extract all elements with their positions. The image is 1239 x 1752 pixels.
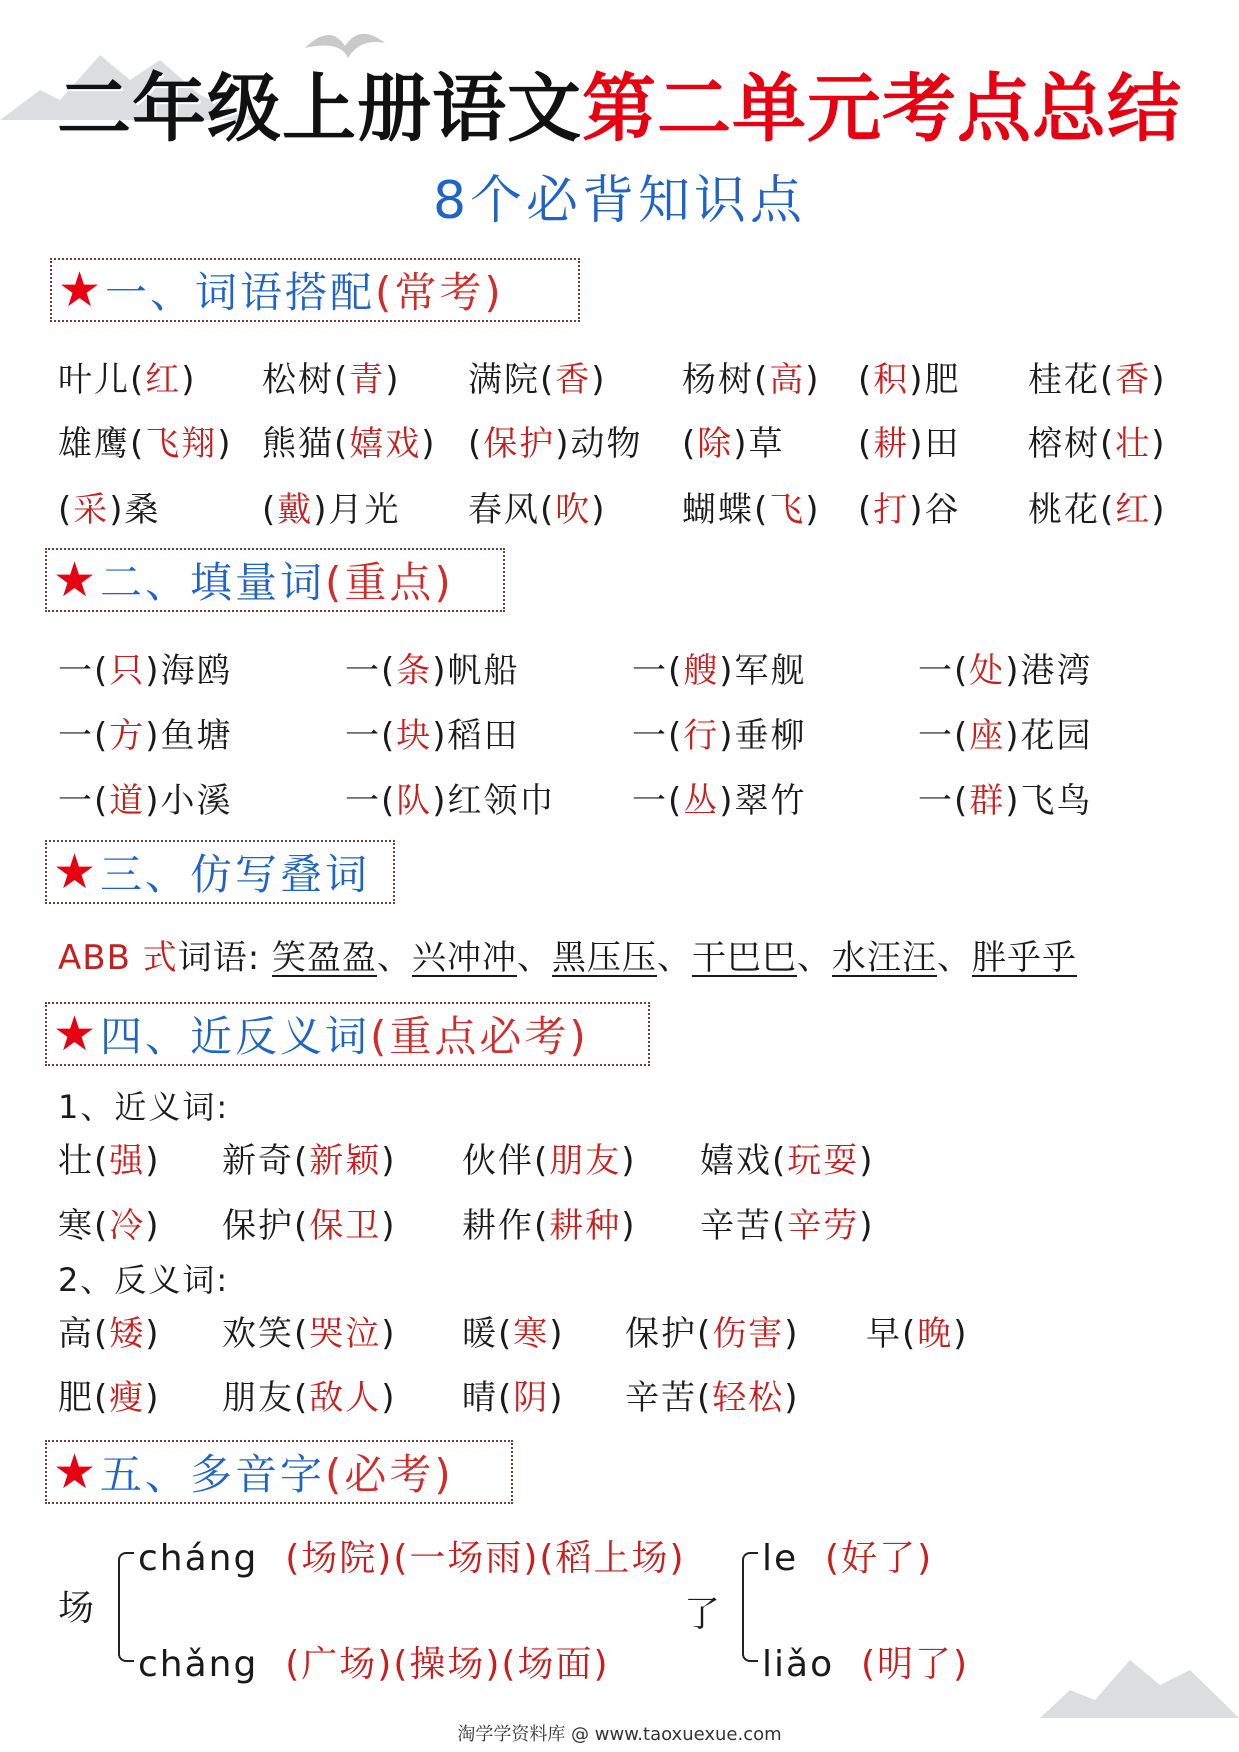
collocation-item bbox=[262, 416, 437, 465]
separator: 、 bbox=[517, 938, 552, 978]
answer-text: 飞 bbox=[769, 490, 806, 530]
collocation-item bbox=[1028, 482, 1167, 531]
bracket bbox=[118, 1552, 134, 1662]
prompt-text: ) bbox=[621, 1206, 637, 1246]
prompt-text: ( bbox=[58, 490, 74, 530]
synonym-item bbox=[222, 1198, 397, 1247]
star-icon: ★ bbox=[53, 1006, 97, 1062]
prompt-text: 新奇( bbox=[222, 1141, 310, 1181]
prompt-text: )帆船 bbox=[432, 651, 520, 691]
star-icon: ★ bbox=[53, 552, 97, 608]
answer-text: 红 bbox=[145, 360, 182, 400]
collocation-item bbox=[468, 352, 607, 401]
abb-label-suffix: 词语: bbox=[177, 938, 261, 978]
prompt-text: 一( bbox=[918, 651, 970, 691]
ink-mountain-decoration-right bbox=[1040, 1640, 1239, 1720]
collocation-item bbox=[858, 482, 961, 531]
prompt-text: 桂花( bbox=[1028, 360, 1116, 400]
answer-text: 新颖 bbox=[309, 1141, 382, 1181]
prompt-text: ( bbox=[858, 424, 874, 464]
prompt-text: )小溪 bbox=[145, 781, 233, 821]
prompt-text: ( bbox=[682, 424, 698, 464]
polyphone-reading bbox=[762, 1530, 933, 1581]
section-label: 二、填量词 bbox=[100, 558, 326, 607]
star-icon: ★ bbox=[53, 844, 97, 900]
prompt-text: 叶儿( bbox=[58, 360, 146, 400]
prompt-text: ) bbox=[181, 360, 197, 400]
example-word: (操场) bbox=[393, 1644, 502, 1685]
synonyms-label: 1、近义词: bbox=[58, 1088, 230, 1126]
abb-word: 胖乎乎 bbox=[972, 938, 1077, 978]
prompt-text: 一( bbox=[345, 781, 397, 821]
answer-text: 冷 bbox=[109, 1206, 146, 1246]
antonym-item bbox=[462, 1306, 565, 1355]
polyphone-char: 了 bbox=[684, 1594, 723, 1635]
prompt-text: 一( bbox=[632, 716, 684, 756]
separator: 、 bbox=[657, 938, 692, 978]
prompt-text: )港湾 bbox=[1005, 651, 1093, 691]
prompt-text: 早( bbox=[866, 1314, 918, 1354]
measure-word-item bbox=[345, 643, 520, 692]
synonym-item bbox=[58, 1198, 161, 1247]
prompt-text: 一( bbox=[58, 716, 110, 756]
prompt-text: ( bbox=[858, 490, 874, 530]
synonym-item bbox=[58, 1133, 161, 1182]
answer-text: 队 bbox=[396, 781, 433, 821]
prompt-text: )肥 bbox=[909, 360, 961, 400]
prompt-text: ) bbox=[381, 1378, 397, 1418]
prompt-text: 欢笑( bbox=[222, 1314, 310, 1354]
measure-word-item bbox=[58, 773, 233, 822]
answer-text: 嬉戏 bbox=[349, 424, 422, 464]
prompt-text: )军舰 bbox=[719, 651, 807, 691]
prompt-text: 一( bbox=[918, 716, 970, 756]
prompt-text: ) bbox=[621, 1141, 637, 1181]
example-word: (明了) bbox=[860, 1644, 970, 1685]
measure-word-item bbox=[58, 643, 233, 692]
answer-text: 哭泣 bbox=[309, 1314, 382, 1354]
prompt-text: 晴( bbox=[462, 1378, 514, 1418]
section-tag: (常考) bbox=[375, 268, 504, 317]
prompt-text: ( bbox=[262, 490, 278, 530]
prompt-text: 辛苦( bbox=[625, 1378, 713, 1418]
prompt-text: ) bbox=[859, 1206, 875, 1246]
prompt-text: ( bbox=[858, 360, 874, 400]
answer-text: 瘦 bbox=[109, 1378, 146, 1418]
polyphone-reading bbox=[762, 1636, 969, 1687]
collocation-row bbox=[0, 352, 1239, 408]
antonyms-label: 2、反义词: bbox=[58, 1261, 230, 1299]
answer-text: 群 bbox=[969, 781, 1006, 821]
prompt-text: )动物 bbox=[555, 424, 643, 464]
answer-text: 道 bbox=[109, 781, 146, 821]
answer-text: 保卫 bbox=[309, 1206, 382, 1246]
pinyin: le bbox=[762, 1538, 799, 1579]
answer-text: 香 bbox=[555, 360, 592, 400]
polyphone-reading bbox=[138, 1530, 686, 1581]
prompt-text: ) bbox=[784, 1378, 800, 1418]
prompt-text: 朋友( bbox=[222, 1378, 310, 1418]
prompt-text: 松树( bbox=[262, 360, 350, 400]
prompt-text: 辛苦( bbox=[700, 1206, 788, 1246]
page-subtitle: 8个必背知识点 bbox=[432, 171, 807, 231]
prompt-text: ) bbox=[421, 424, 437, 464]
prompt-text: 一( bbox=[632, 781, 684, 821]
prompt-text: )谷 bbox=[909, 490, 961, 530]
prompt-text: ( bbox=[468, 424, 484, 464]
collocation-item bbox=[1028, 416, 1167, 465]
answer-text: 方 bbox=[109, 716, 146, 756]
prompt-text: 满院( bbox=[468, 360, 556, 400]
answer-text: 高 bbox=[769, 360, 806, 400]
example-word: (稻上场) bbox=[539, 1538, 686, 1579]
prompt-text: 杨树( bbox=[682, 360, 770, 400]
answer-text: 行 bbox=[683, 716, 720, 756]
prompt-text: )鱼塘 bbox=[145, 716, 233, 756]
answer-text: 寒 bbox=[513, 1314, 550, 1354]
section-tag: (重点) bbox=[325, 558, 454, 607]
prompt-text: ) bbox=[784, 1314, 800, 1354]
answer-text: 辛劳 bbox=[787, 1206, 860, 1246]
antonym-item bbox=[462, 1370, 565, 1419]
answer-text: 壮 bbox=[1115, 424, 1152, 464]
prompt-text: ) bbox=[549, 1314, 565, 1354]
footer-watermark: 淘学学资料库 @ www.taoxuexue.com bbox=[457, 1724, 782, 1745]
answer-text: 耕 bbox=[873, 424, 910, 464]
answer-text: 轻松 bbox=[712, 1378, 785, 1418]
page-title bbox=[0, 50, 1239, 156]
prompt-text: 一( bbox=[345, 651, 397, 691]
prompt-text: ) bbox=[385, 360, 401, 400]
collocation-item bbox=[682, 352, 821, 401]
answer-text: 晚 bbox=[917, 1314, 954, 1354]
synonym-row bbox=[0, 1133, 1239, 1189]
answer-text: 玩耍 bbox=[787, 1141, 860, 1181]
prompt-text: )月光 bbox=[313, 490, 401, 530]
synonym-item bbox=[462, 1198, 637, 1247]
prompt-text: 雄鹰( bbox=[58, 424, 146, 464]
prompt-text: ) bbox=[381, 1206, 397, 1246]
prompt-text: 春风( bbox=[468, 490, 556, 530]
answer-text: 伤害 bbox=[712, 1314, 785, 1354]
measure-word-row bbox=[0, 643, 1239, 699]
collocation-item bbox=[858, 352, 961, 401]
prompt-text: ) bbox=[805, 490, 821, 530]
section-label: 三、仿写叠词 bbox=[100, 850, 371, 899]
example-word: (场院) bbox=[285, 1538, 394, 1579]
prompt-text: ) bbox=[381, 1141, 397, 1181]
section-header-measure-words bbox=[45, 548, 505, 612]
synonym-item bbox=[222, 1133, 397, 1182]
prompt-text: 一( bbox=[58, 651, 110, 691]
answer-text: 敌人 bbox=[309, 1378, 382, 1418]
prompt-text: 一( bbox=[58, 781, 110, 821]
section-tag: (重点必考) bbox=[370, 1012, 589, 1061]
answer-text: 吹 bbox=[555, 490, 592, 530]
bracket bbox=[742, 1552, 758, 1662]
collocation-item bbox=[262, 482, 401, 531]
example-word: (广场) bbox=[285, 1644, 394, 1685]
measure-word-item bbox=[345, 773, 556, 822]
answer-text: 块 bbox=[396, 716, 433, 756]
prompt-text: )翠竹 bbox=[719, 781, 807, 821]
section-header-polyphones bbox=[45, 1440, 513, 1504]
prompt-text: ) bbox=[1151, 490, 1167, 530]
prompt-text: )红领巾 bbox=[432, 781, 556, 821]
synonym-item bbox=[700, 1133, 875, 1182]
answer-text: 打 bbox=[873, 490, 910, 530]
answer-text: 香 bbox=[1115, 360, 1152, 400]
prompt-text: ) bbox=[145, 1206, 161, 1246]
prompt-text: )飞鸟 bbox=[1005, 781, 1093, 821]
prompt-text: )垂柳 bbox=[719, 716, 807, 756]
pinyin: cháng bbox=[138, 1538, 259, 1579]
prompt-text: )稻田 bbox=[432, 716, 520, 756]
measure-word-item bbox=[632, 708, 807, 757]
answer-text: 处 bbox=[969, 651, 1006, 691]
answer-text: 条 bbox=[396, 651, 433, 691]
section-label: 四、近反义词 bbox=[100, 1012, 371, 1061]
answer-text: 青 bbox=[349, 360, 386, 400]
prompt-text: ) bbox=[1151, 360, 1167, 400]
prompt-text: 蝴蝶( bbox=[682, 490, 770, 530]
antonym-item bbox=[625, 1370, 800, 1419]
antonym-item bbox=[625, 1306, 800, 1355]
synonym-row bbox=[0, 1198, 1239, 1254]
collocation-item bbox=[58, 482, 161, 531]
prompt-text: 高( bbox=[58, 1314, 110, 1354]
answer-text: 丛 bbox=[683, 781, 720, 821]
abb-label: ABB 式 bbox=[58, 938, 178, 978]
prompt-text: 伙伴( bbox=[462, 1141, 550, 1181]
collocation-item bbox=[58, 352, 197, 401]
measure-word-item bbox=[918, 773, 1093, 822]
prompt-text: 保护( bbox=[222, 1206, 310, 1246]
prompt-text: 嬉戏( bbox=[700, 1141, 788, 1181]
section-label: 五、多音字 bbox=[100, 1450, 326, 1499]
section-header-reduplicated-words bbox=[45, 840, 395, 904]
polyphone-char: 场 bbox=[58, 1588, 97, 1629]
pinyin: liǎo bbox=[762, 1644, 835, 1685]
prompt-text: 肥( bbox=[58, 1378, 110, 1418]
prompt-text: ) bbox=[145, 1141, 161, 1181]
prompt-text: ) bbox=[859, 1141, 875, 1181]
prompt-text: ) bbox=[1151, 424, 1167, 464]
abb-word: 水汪汪 bbox=[832, 938, 937, 978]
prompt-text: 寒( bbox=[58, 1206, 110, 1246]
polyphone-reading bbox=[138, 1636, 610, 1687]
synonym-item bbox=[700, 1198, 875, 1247]
abb-word: 笑盈盈 bbox=[272, 938, 377, 978]
collocation-row bbox=[0, 482, 1239, 538]
prompt-text: 桃花( bbox=[1028, 490, 1116, 530]
prompt-text: ) bbox=[381, 1314, 397, 1354]
antonym-item bbox=[58, 1370, 161, 1419]
collocation-item bbox=[858, 416, 961, 465]
answer-text: 阴 bbox=[513, 1378, 550, 1418]
measure-word-item bbox=[632, 643, 807, 692]
star-icon: ★ bbox=[58, 262, 102, 318]
prompt-text: ) bbox=[805, 360, 821, 400]
antonym-row bbox=[0, 1370, 1239, 1426]
answer-text: 除 bbox=[697, 424, 734, 464]
answer-text: 强 bbox=[109, 1141, 146, 1181]
prompt-text: )草 bbox=[733, 424, 785, 464]
section-header-synonyms-antonyms bbox=[45, 1002, 650, 1066]
prompt-text: 一( bbox=[632, 651, 684, 691]
prompt-text: )田 bbox=[909, 424, 961, 464]
title-red-part: 第二单元考点总结 bbox=[582, 66, 1182, 152]
measure-word-row bbox=[0, 708, 1239, 764]
antonym-item bbox=[58, 1306, 161, 1355]
example-word: (好了) bbox=[825, 1538, 934, 1579]
prompt-text: )花园 bbox=[1005, 716, 1093, 756]
antonym-item bbox=[866, 1306, 969, 1355]
prompt-text: 一( bbox=[918, 781, 970, 821]
abb-words-line bbox=[58, 930, 1077, 979]
prompt-text: ) bbox=[145, 1378, 161, 1418]
prompt-text: ) bbox=[145, 1314, 161, 1354]
answer-text: 红 bbox=[1115, 490, 1152, 530]
antonym-item bbox=[222, 1306, 397, 1355]
answer-text: 采 bbox=[73, 490, 110, 530]
pinyin: chǎng bbox=[138, 1644, 259, 1685]
answer-text: 座 bbox=[969, 716, 1006, 756]
section-label: 一、词语搭配 bbox=[105, 268, 376, 317]
synonym-item bbox=[462, 1133, 637, 1182]
abb-word: 兴冲冲 bbox=[412, 938, 517, 978]
prompt-text: ) bbox=[549, 1378, 565, 1418]
collocation-item bbox=[682, 482, 821, 531]
measure-word-item bbox=[345, 708, 520, 757]
prompt-text: ) bbox=[591, 490, 607, 530]
section-tag: (必考) bbox=[325, 1450, 454, 1499]
measure-word-item bbox=[632, 773, 807, 822]
prompt-text: )桑 bbox=[109, 490, 161, 530]
separator: 、 bbox=[377, 938, 412, 978]
prompt-text: ) bbox=[217, 424, 233, 464]
antonym-item bbox=[222, 1370, 397, 1419]
collocation-item bbox=[58, 416, 233, 465]
answer-text: 朋友 bbox=[549, 1141, 622, 1181]
antonym-row bbox=[0, 1306, 1239, 1362]
measure-word-row bbox=[0, 773, 1239, 829]
prompt-text: ) bbox=[953, 1314, 969, 1354]
answer-text: 艘 bbox=[683, 651, 720, 691]
prompt-text: 暖( bbox=[462, 1314, 514, 1354]
measure-word-item bbox=[58, 708, 233, 757]
answer-text: 飞翔 bbox=[145, 424, 218, 464]
measure-word-item bbox=[918, 643, 1093, 692]
answer-text: 矮 bbox=[109, 1314, 146, 1354]
answer-text: 戴 bbox=[277, 490, 314, 530]
answer-text: 保护 bbox=[483, 424, 556, 464]
collocation-item bbox=[682, 416, 785, 465]
measure-word-item bbox=[918, 708, 1093, 757]
prompt-text: 一( bbox=[345, 716, 397, 756]
prompt-text: 榕树( bbox=[1028, 424, 1116, 464]
prompt-text: 熊猫( bbox=[262, 424, 350, 464]
abb-word: 黑压压 bbox=[552, 938, 657, 978]
collocation-item bbox=[468, 416, 643, 465]
answer-text: 只 bbox=[109, 651, 146, 691]
collocation-item bbox=[262, 352, 401, 401]
section-header-collocation bbox=[50, 258, 580, 322]
title-black-part: 二年级上册语文 bbox=[57, 66, 582, 152]
collocation-item bbox=[468, 482, 607, 531]
separator: 、 bbox=[797, 938, 832, 978]
prompt-text: )海鸥 bbox=[145, 651, 233, 691]
separator: 、 bbox=[937, 938, 972, 978]
answer-text: 耕种 bbox=[549, 1206, 622, 1246]
answer-text: 积 bbox=[873, 360, 910, 400]
example-word: (场面) bbox=[501, 1644, 610, 1685]
prompt-text: ) bbox=[591, 360, 607, 400]
prompt-text: 耕作( bbox=[462, 1206, 550, 1246]
prompt-text: 壮( bbox=[58, 1141, 110, 1181]
collocation-item bbox=[1028, 352, 1167, 401]
prompt-text: 保护( bbox=[625, 1314, 713, 1354]
star-icon: ★ bbox=[53, 1444, 97, 1500]
example-word: (一场雨) bbox=[393, 1538, 540, 1579]
collocation-row bbox=[0, 416, 1239, 472]
abb-word: 干巴巴 bbox=[692, 938, 797, 978]
